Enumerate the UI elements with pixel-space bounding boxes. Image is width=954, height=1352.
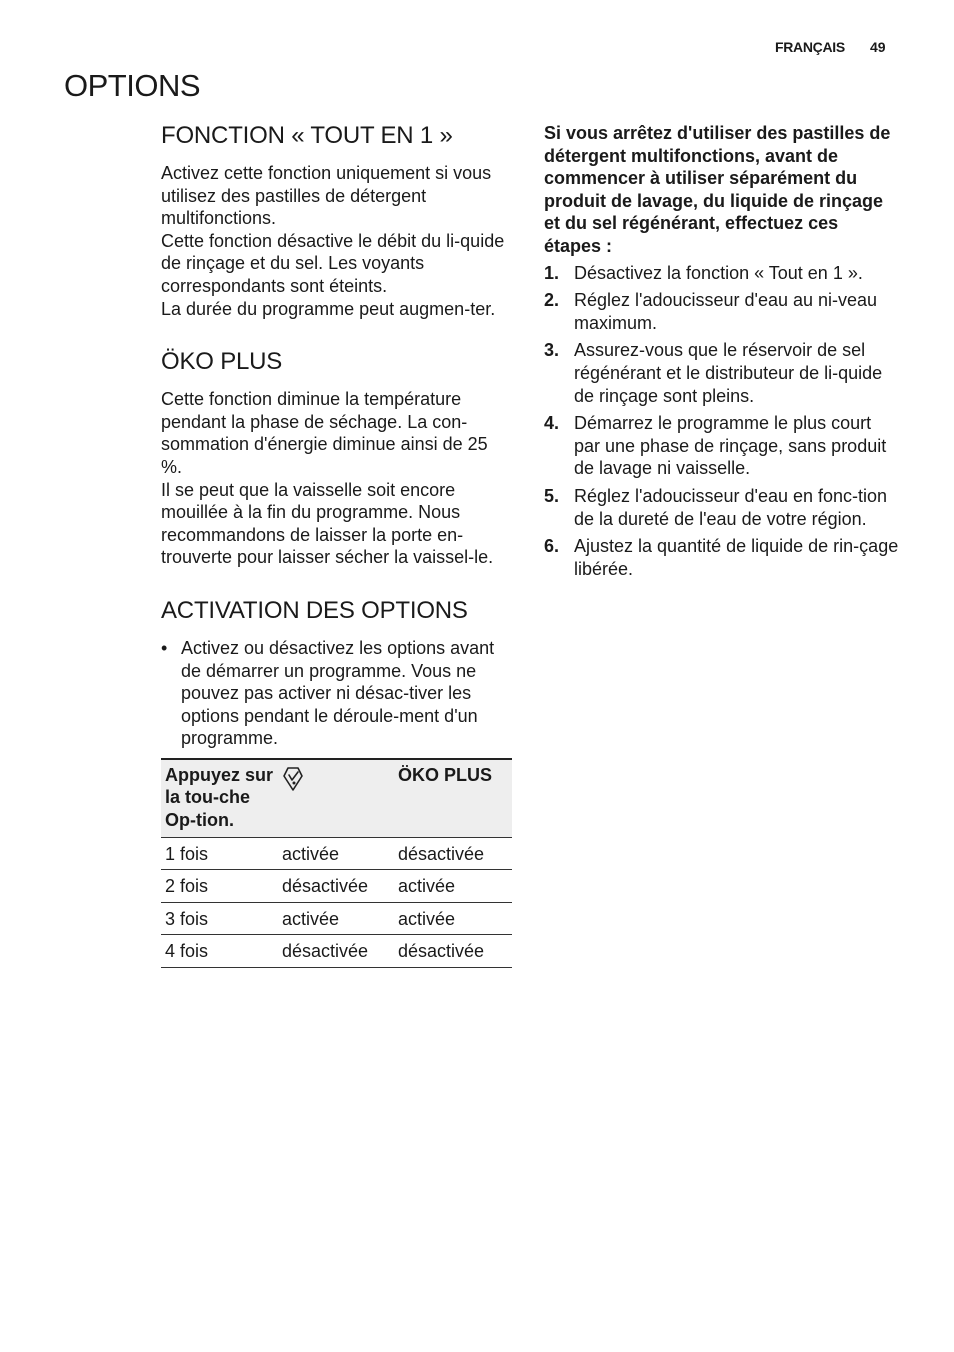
page-title: OPTIONS <box>64 68 201 103</box>
step-text: Assurez-vous que le réservoir de sel régénérant et le distributeur de li-quide de rinçage sont pleins. <box>574 340 883 406</box>
step-text: Réglez l'adoucisseur d'eau au ni-veau maximum. <box>574 290 878 333</box>
step-text: Désactivez la fonction « Tout en 1 ». <box>574 262 863 283</box>
table-header-cell: Appuyez sur la tou-che Op-tion. <box>165 764 274 831</box>
step-number: 2. <box>544 290 560 311</box>
list-item <box>544 339 900 407</box>
table-cell: 2 fois <box>165 876 209 897</box>
step-number: 1. <box>544 262 560 283</box>
paragraph: Cette fonction diminue la température pendant la phase de séchage. La con-sommation d'énergie diminue ainsi de 25 %. <box>161 389 488 477</box>
table-header-cell: ÖKO PLUS <box>398 764 493 785</box>
step-number: 3. <box>544 340 560 361</box>
multitab-icon <box>282 766 304 792</box>
table-cell: activée <box>398 876 456 897</box>
table-header-cell <box>278 759 394 837</box>
step-number: 4. <box>544 413 560 434</box>
page-number: 49 <box>870 39 886 55</box>
step-number: 6. <box>544 536 560 557</box>
table-cell: désactivée <box>282 876 369 897</box>
table-row <box>161 870 512 903</box>
section-oko-plus <box>161 346 511 569</box>
steps-intro: Si vous arrêtez d'utiliser des pastilles de détergent multifonctions, avant de commencer à utiliser séparément du produit de lavage, du liquide de rinçage et du sel régénérant, effectuez ces étapes : <box>544 123 891 256</box>
table-cell: 1 fois <box>165 843 209 864</box>
list-item <box>544 535 900 580</box>
paragraph: La durée du programme peut augmen-ter. <box>161 298 496 319</box>
table-cell: désactivée <box>282 941 369 962</box>
section-tout-en-1 <box>161 120 511 320</box>
table-cell: 4 fois <box>165 941 209 962</box>
section-heading: ÖKO PLUS <box>161 348 283 376</box>
table-header-row <box>161 759 512 837</box>
table-cell: activée <box>282 843 340 864</box>
table-cell: 3 fois <box>165 908 209 929</box>
section-heading: ACTIVATION DES OPTIONS <box>161 596 468 624</box>
table-row <box>161 902 512 935</box>
right-column <box>544 122 900 585</box>
table-cell: activée <box>398 908 456 929</box>
step-number: 5. <box>544 485 560 506</box>
table-row <box>161 935 512 968</box>
paragraph: Il se peut que la vaisselle soit encore mouillée à la fin du programme. Nous recommandons de laisser la porte en-trouverte pour laisser sécher la vaissel-le. <box>161 479 494 568</box>
header-language: FRANÇAIS <box>775 39 845 55</box>
step-text: Démarrez le programme le plus court par une phase de rinçage, sans produit de lavage ni vaisselle. <box>574 413 887 479</box>
table-cell: désactivée <box>398 843 485 864</box>
list-item <box>544 485 900 530</box>
step-text: Réglez l'adoucisseur d'eau en fonc-tion de la dureté de l'eau de votre région. <box>574 485 888 529</box>
paragraph: Activez cette fonction uniquement si vous utilisez des pastilles de détergent multifonctions. <box>161 163 492 229</box>
table-cell: activée <box>282 908 340 929</box>
table-cell: désactivée <box>398 941 485 962</box>
options-table <box>161 758 512 968</box>
left-column <box>161 120 511 968</box>
step-text: Ajustez la quantité de liquide de rin-çage libérée. <box>574 536 899 579</box>
paragraph: Cette fonction désactive le débit du li-quide de rinçage et du sel. Les voyants correspondants sont éteints. <box>161 230 505 296</box>
list-item <box>544 412 900 480</box>
table-row <box>161 837 512 870</box>
steps-list <box>544 262 900 581</box>
list-item: • Activez ou désactivez les options avant de démarrer un programme. Vous ne pouvez pas activer ni désac-tiver les options pendant le déroule-ment d'un programme. <box>161 637 511 750</box>
bullet-list <box>161 637 511 750</box>
list-item <box>544 262 900 285</box>
section-heading: FONCTION « TOUT EN 1 » <box>161 122 453 149</box>
list-item <box>544 289 900 334</box>
section-activation <box>161 595 511 968</box>
